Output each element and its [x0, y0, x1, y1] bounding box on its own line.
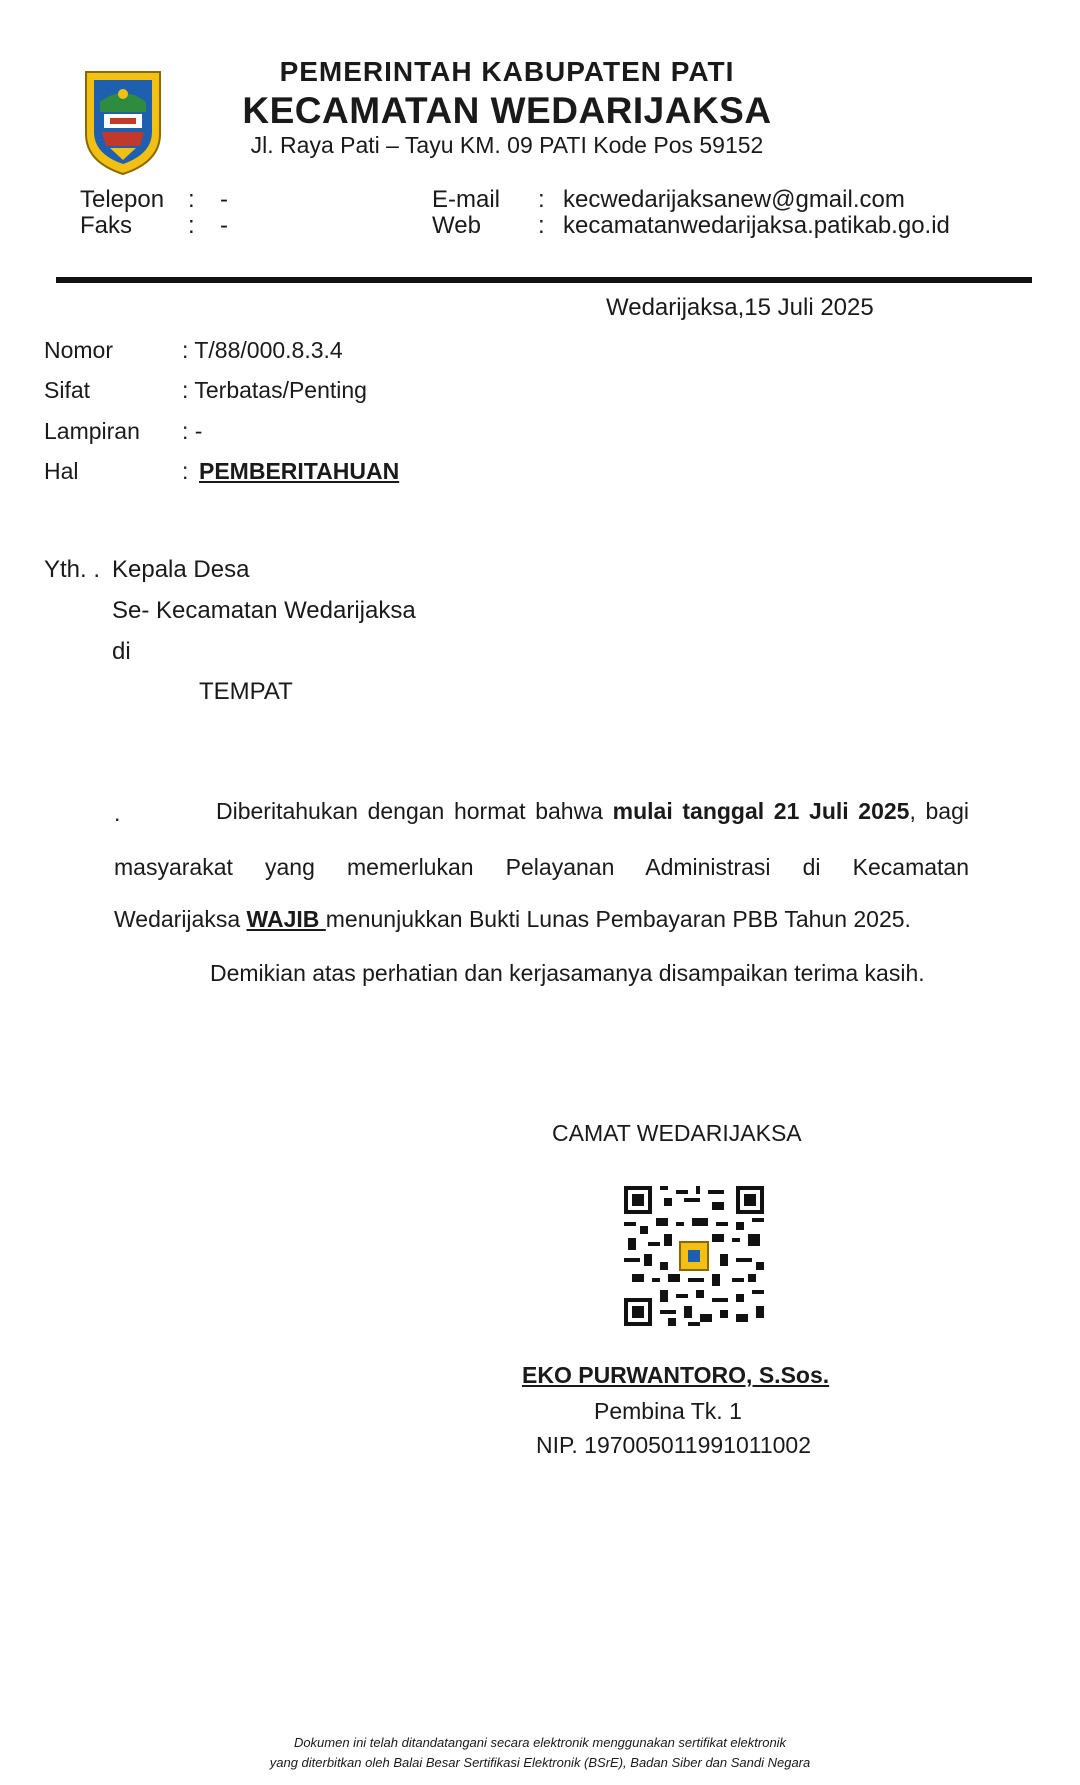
paragraph-1-line-3-c: menunjukkan Bukti Lunas Pembayaran PBB Tahun 2025. [325, 906, 911, 932]
web-separator: : [538, 212, 545, 239]
fax-label: Faks [80, 212, 133, 239]
fax-value: - [220, 212, 228, 239]
esign-footnote-line-1: Dokumen ini telah ditandatangani secara elektronik menggunakan sertifikat elektronik [293, 1735, 787, 1750]
telephone-separator: : [188, 186, 195, 213]
paragraph-1-line-2: masyarakat yang memerlukan Pelayanan Administrasi di Kecamatan [114, 854, 969, 880]
meta-value-hal: PEMBERITAHUAN [199, 458, 400, 484]
email-value: kecwedarijaksanew@gmail.com [563, 186, 905, 213]
signature-qr-code [624, 1186, 764, 1326]
paragraph-1-line-3-a: Wedarijaksa [114, 906, 247, 932]
meta-label-sifat: Sifat [44, 377, 91, 403]
place-date: Wedarijaksa,15 Juli 2025 [606, 294, 874, 321]
meta-label-nomor: Nomor [44, 337, 114, 363]
paragraph-1-text-c: , bagi [909, 798, 969, 824]
signatory-title: CAMAT WEDARIJAKSA [552, 1120, 802, 1146]
email-label: E-mail [432, 186, 501, 213]
office-name: KECAMATAN WEDARIJAKSA [242, 90, 772, 131]
paragraph-1-date-emphasis: mulai tanggal 21 Juli 2025 [612, 798, 910, 824]
recipient-di: di [112, 638, 131, 665]
recipient-title: Kepala Desa [112, 556, 250, 583]
fax-separator: : [188, 212, 195, 239]
office-address: Jl. Raya Pati – Tayu KM. 09 PATI Kode Pos 59152 [250, 132, 764, 158]
web-value: kecamatanwedarijaksa.patikab.go.id [563, 212, 950, 239]
paragraph-lead-mark: . [114, 800, 121, 826]
meta-value-sifat: : Terbatas/Penting [182, 377, 367, 403]
meta-value-nomor: : T/88/000.8.3.4 [182, 337, 343, 363]
signatory-rank: Pembina Tk. 1 [594, 1398, 742, 1424]
paragraph-1-line-1 [216, 800, 969, 830]
web-label: Web [432, 212, 481, 239]
telephone-label: Telepon [80, 186, 165, 213]
paragraph-1-line-3 [114, 908, 969, 938]
meta-label-lampiran: Lampiran [44, 418, 140, 444]
mandatory-emphasis: WAJIB [246, 906, 326, 932]
letterhead-divider [56, 277, 1032, 283]
signatory-name: EKO PURWANTORO, S.Sos. [522, 1362, 830, 1388]
esign-footnote-line-2: yang diterbitkan oleh Balai Besar Sertifikasi Elektronik (BSrE), Badan Siber dan Sandi Negara [269, 1755, 811, 1770]
recipient-place: TEMPAT [199, 678, 293, 705]
signatory-nip: NIP. 197005011991011002 [536, 1432, 811, 1458]
meta-separator-hal: : [182, 458, 189, 484]
telephone-value: - [220, 186, 228, 213]
recipient-area: Se- Kecamatan Wedarijaksa [112, 597, 416, 624]
meta-label-hal: Hal [44, 458, 79, 484]
paragraph-1-text-a: Diberitahukan dengan hormat bahwa [216, 798, 613, 824]
email-separator: : [538, 186, 545, 213]
recipient-prefix: Yth. . [44, 556, 101, 583]
body-paragraph-2: Demikian atas perhatian dan kerjasamanya disampaikan terima kasih. [210, 960, 925, 986]
meta-value-lampiran: : - [182, 418, 203, 444]
government-name: PEMERINTAH KABUPATEN PATI [279, 56, 735, 87]
